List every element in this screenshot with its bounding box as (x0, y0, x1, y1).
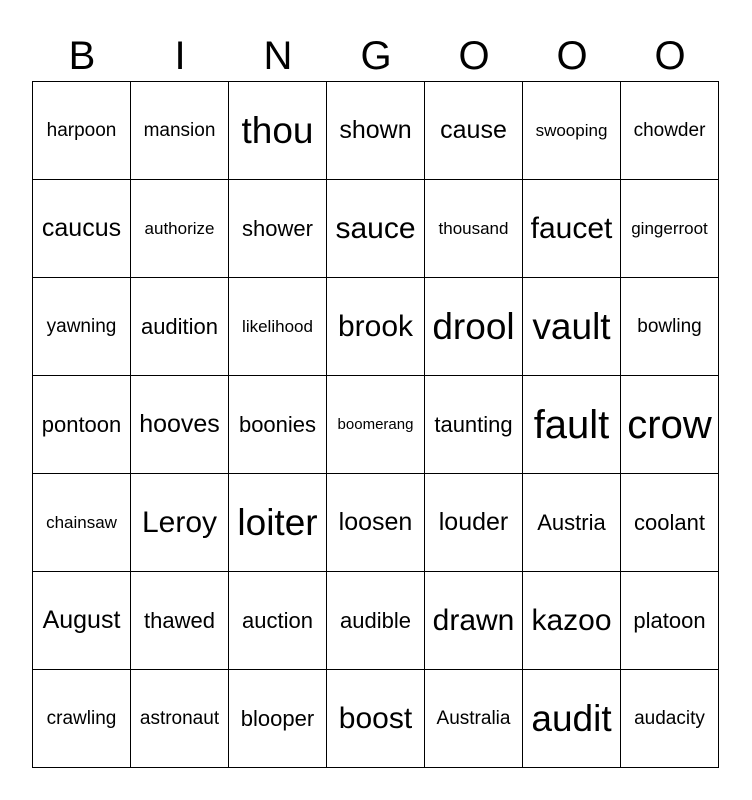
bingo-cell[interactable]: boomerang (327, 376, 425, 474)
bingo-cell[interactable]: swooping (523, 82, 621, 180)
bingo-cell[interactable]: audible (327, 572, 425, 670)
bingo-cell[interactable]: loiter (229, 474, 327, 572)
bingo-cell[interactable]: yawning (33, 278, 131, 376)
bingo-cell[interactable]: audition (131, 278, 229, 376)
bingo-board (32, 81, 719, 768)
bingo-cell[interactable]: blooper (229, 670, 327, 768)
bingo-cell[interactable]: shown (327, 82, 425, 180)
bingo-cell[interactable]: authorize (131, 180, 229, 278)
bingo-cell[interactable]: auction (229, 572, 327, 670)
bingo-cell[interactable]: shower (229, 180, 327, 278)
bingo-cell[interactable]: mansion (131, 82, 229, 180)
bingo-cell[interactable]: cause (425, 82, 523, 180)
bingo-cell[interactable]: faucet (523, 180, 621, 278)
bingo-cell[interactable]: thousand (425, 180, 523, 278)
bingo-cell[interactable]: sauce (327, 180, 425, 278)
bingo-cell[interactable]: likelihood (229, 278, 327, 376)
bingo-cell[interactable]: platoon (621, 572, 719, 670)
bingo-cell[interactable]: loosen (327, 474, 425, 572)
bingo-cell[interactable]: drool (425, 278, 523, 376)
bingo-cell[interactable]: crawling (33, 670, 131, 768)
bingo-cell[interactable]: Australia (425, 670, 523, 768)
header-letter-b: B (68, 34, 96, 78)
bingo-cell[interactable]: thawed (131, 572, 229, 670)
bingo-cell[interactable]: audit (523, 670, 621, 768)
bingo-cell[interactable]: harpoon (33, 82, 131, 180)
bingo-cell[interactable]: drawn (425, 572, 523, 670)
bingo-cell[interactable]: fault (523, 376, 621, 474)
bingo-cell[interactable]: audacity (621, 670, 719, 768)
bingo-cell[interactable]: bowling (621, 278, 719, 376)
header-letter-o-2: O (556, 34, 588, 78)
bingo-cell[interactable]: caucus (33, 180, 131, 278)
header-letter-o-1: O (458, 34, 490, 78)
bingo-cell[interactable]: crow (621, 376, 719, 474)
bingo-cell[interactable]: thou (229, 82, 327, 180)
bingo-cell[interactable]: kazoo (523, 572, 621, 670)
bingo-cell[interactable]: gingerroot (621, 180, 719, 278)
header-letter-i: I (174, 34, 186, 78)
bingo-cell[interactable]: brook (327, 278, 425, 376)
bingo-cell[interactable]: chainsaw (33, 474, 131, 572)
bingo-cell[interactable]: hooves (131, 376, 229, 474)
header-letter-n: N (263, 34, 293, 78)
bingo-cell[interactable]: chowder (621, 82, 719, 180)
bingo-cell[interactable]: pontoon (33, 376, 131, 474)
bingo-cell[interactable]: louder (425, 474, 523, 572)
bingo-cell[interactable]: Leroy (131, 474, 229, 572)
header-letter-g: G (360, 34, 392, 78)
bingo-cell[interactable]: coolant (621, 474, 719, 572)
bingo-cell[interactable]: vault (523, 278, 621, 376)
bingo-header (33, 30, 719, 82)
bingo-cell[interactable]: August (33, 572, 131, 670)
bingo-cell[interactable]: astronaut (131, 670, 229, 768)
bingo-cell[interactable]: taunting (425, 376, 523, 474)
bingo-cell[interactable]: boonies (229, 376, 327, 474)
bingo-cell[interactable]: boost (327, 670, 425, 768)
bingo-cell[interactable]: Austria (523, 474, 621, 572)
header-letter-o-3: O (654, 34, 686, 78)
